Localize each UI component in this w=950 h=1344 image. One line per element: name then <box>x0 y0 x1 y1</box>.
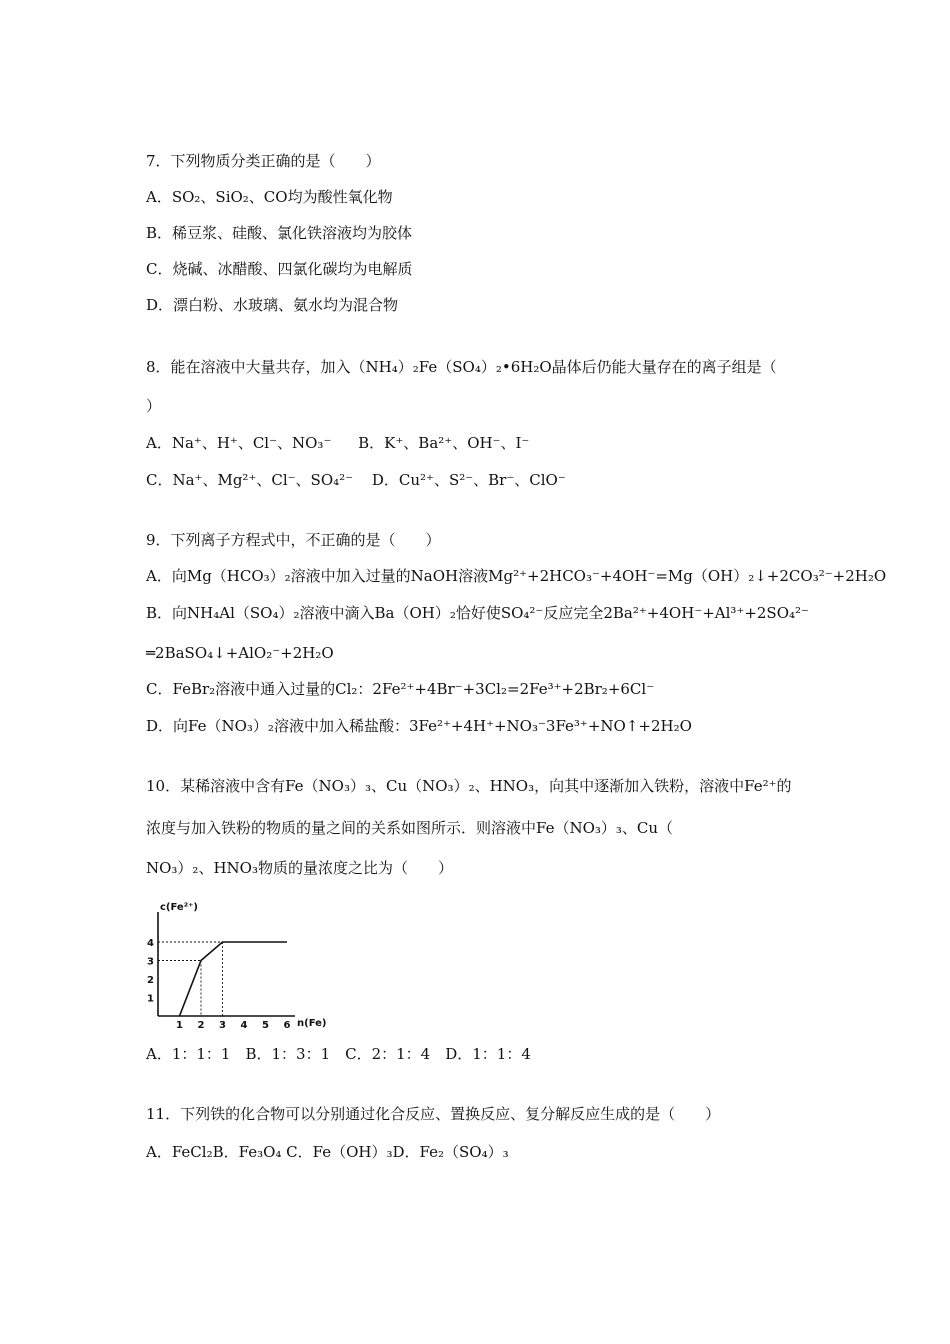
q9-option-d: D．向Fe（NO₃）₂溶液中加入稀盐酸：3Fe²⁺+4H⁺+NO₃⁻3Fe³⁺+NO↑+2H₂O <box>146 717 692 735</box>
q7-option-d: D．漂白粉、水玻璃、氨水均为混合物 <box>146 296 399 314</box>
q7-option-b: B．稀豆浆、硅酸、氯化铁溶液均为胶体 <box>146 224 413 242</box>
x-tick-label: 2 <box>197 1020 205 1031</box>
q9-stem: 9．下列离子方程式中，不正确的是（ ） <box>146 531 441 549</box>
x-tick-label: 5 <box>262 1020 269 1031</box>
x-tick-label: 6 <box>283 1020 291 1031</box>
fe2-concentration-chart <box>140 898 350 1038</box>
y-axis-label: c(Fe²⁺) <box>160 902 198 913</box>
x-tick-label: 1 <box>176 1020 183 1031</box>
q8-option-b: B．K⁺、Ba²⁺、OH⁻、I⁻ <box>358 434 530 452</box>
q8-options-row2 <box>146 470 566 490</box>
q9-option-a: A．向Mg（HCO₃）₂溶液中加入过量的NaOH溶液Mg²⁺+2HCO₃⁻+4OH⁻=Mg（OH）₂↓+2CO₃²⁻+2H₂O <box>146 567 887 585</box>
q10-stem-line2: 浓度与加入铁粉的物质的量之间的关系如图所示．则溶液中Fe（NO₃）₃、Cu（ <box>146 819 674 837</box>
q10-stem-line1: 10．某稀溶液中含有Fe（NO₃）₃、Cu（NO₃）₂、HNO₃，向其中逐渐加入铁粉，溶液中Fe²⁺的 <box>146 777 792 795</box>
q11-options: A．FeCl₂B．Fe₃O₄ C．Fe（OH）₃D．Fe₂（SO₄）₃ <box>146 1143 509 1161</box>
q9-option-c: C．FeBr₂溶液中通入过量的Cl₂：2Fe²⁺+4Br⁻+3Cl₂=2Fe³⁺+2Br₂+6Cl⁻ <box>146 680 655 698</box>
q10-stem-line3: NO₃）₂、HNO₃物质的量浓度之比为（ ） <box>146 859 453 877</box>
q9-option-b-line1: B．向NH₄Al（SO₄）₂溶液中滴入Ba（OH）₂恰好使SO₄²⁻反应完全2Ba²⁺+4OH⁻+Al³⁺+2SO₄²⁻ <box>146 604 809 622</box>
q11-stem: 11．下列铁的化合物可以分别通过化合反应、置换反应、复分解反应生成的是（ ） <box>146 1105 721 1123</box>
q8-options-row1 <box>146 433 529 453</box>
q8-option-c: C．Na⁺、Mg²⁺、Cl⁻、SO₄²⁻ <box>146 471 354 489</box>
q8-option-a: A．Na⁺、H⁺、Cl⁻、NO₃⁻ <box>146 434 332 452</box>
q8-stem-line2: ） <box>146 397 162 415</box>
q8-option-d: D．Cu²⁺、S²⁻、Br⁻、ClO⁻ <box>371 471 566 489</box>
q7-option-a: A．SO₂、SiO₂、CO均为酸性氧化物 <box>146 188 393 206</box>
x-axis-label: n(Fe) <box>297 1018 327 1029</box>
y-tick-label: 3 <box>147 956 154 968</box>
x-tick-label: 3 <box>219 1020 226 1031</box>
q7-option-c: C．烧碱、冰醋酸、四氯化碳均为电解质 <box>146 260 413 278</box>
q10-options: A．1：1：1 B．1：3：1 C．2：1：4 D．1：1：4 <box>146 1045 531 1063</box>
x-tick-label: 4 <box>240 1020 248 1031</box>
y-tick-label: 1 <box>147 993 154 1005</box>
q7-stem: 7．下列物质分类正确的是（ ） <box>146 152 381 170</box>
y-tick-label: 4 <box>147 938 154 949</box>
fe2-series-line <box>180 942 288 1016</box>
y-tick-label: 2 <box>147 975 154 986</box>
q8-stem-line1: 8．能在溶液中大量共存，加入（NH₄）₂Fe（SO₄）₂•6H₂O晶体后仍能大量存在的离子组是（ <box>146 358 777 376</box>
q9-option-b-line2: ═2BaSO₄↓+AlO₂⁻+2H₂O <box>146 644 334 662</box>
